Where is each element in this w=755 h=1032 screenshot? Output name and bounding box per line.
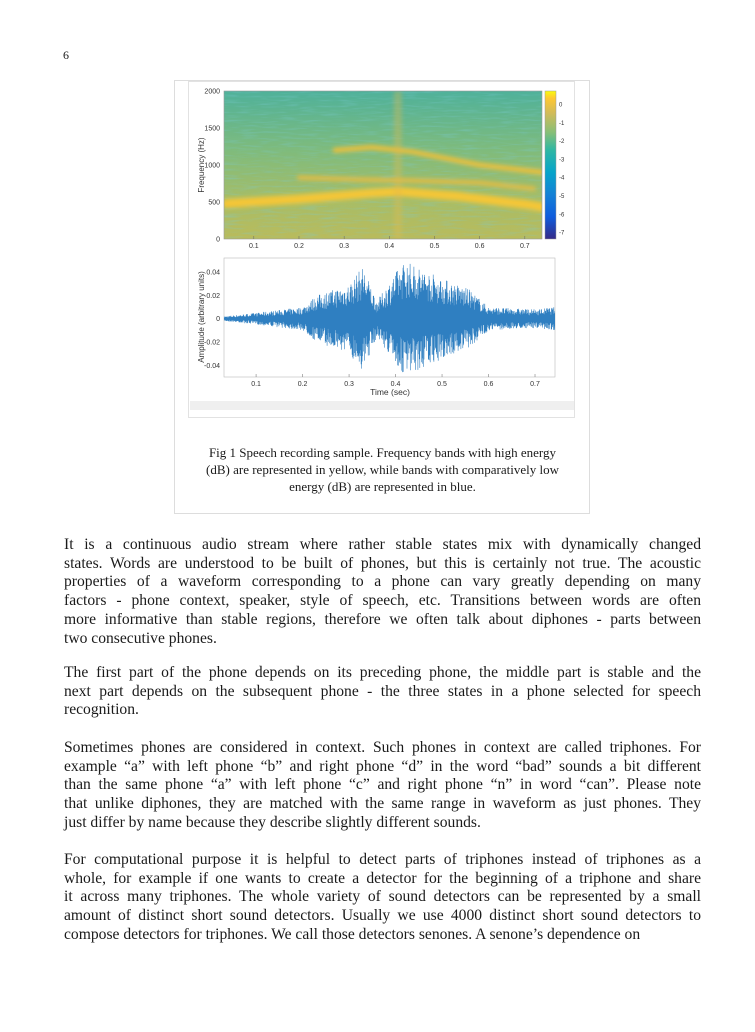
text-line: that unlike diphones, they are matched with the same range in waveform as just phones. They bbox=[64, 795, 701, 813]
x-tick-label: 0.2 bbox=[294, 243, 304, 250]
waveform-plot bbox=[197, 258, 555, 397]
x-tick-label: 0.2 bbox=[297, 381, 308, 388]
spectrogram-plot bbox=[197, 89, 565, 251]
text-line: factors - phone context, speaker, style of speech, etc. Transitions between words are often bbox=[64, 592, 701, 610]
text-line: recognition. bbox=[64, 701, 139, 719]
colorbar-tick-label: -2 bbox=[559, 139, 565, 146]
x-tick-label: 0.7 bbox=[519, 243, 530, 250]
y-tick-label: 0 bbox=[216, 236, 220, 244]
text-line: than the same phone “a” with left phone “c” and right phone “n” in word “can”. Please note bbox=[64, 776, 701, 794]
text-line: example “a” with left phone “b” and right phone “d” in the word “bad” sounds a bit different bbox=[64, 757, 701, 775]
figure-plots bbox=[0, 0, 755, 420]
text-line: The first part of the phone depends on its preceding phone, the middle part is stable and the bbox=[64, 664, 701, 681]
text-line: compose detectors for triphones. We call those detectors senones. A senone’s dependence on bbox=[64, 925, 641, 943]
text-line: more informative than stable regions, therefore we often talk about diphones - parts between bbox=[64, 610, 701, 628]
text-line: For computational purpose it is helpful to detect parts of triphones instead of triphones as a bbox=[64, 851, 701, 868]
y-tick-label: 1500 bbox=[204, 125, 220, 133]
paragraph-2 bbox=[64, 664, 701, 720]
x-tick-label: 0.1 bbox=[251, 381, 261, 388]
caption-line: (dB) are represented in yellow, while bands with comparatively low bbox=[206, 462, 559, 477]
text-line: It is a continuous audio stream where rather stable states mix with dynamically changed bbox=[64, 536, 701, 553]
text-line: amount of distinct short sound detectors. Usually we use 4000 distinct short sound detectors to bbox=[64, 907, 701, 925]
y-tick-label: 500 bbox=[208, 199, 220, 207]
waveform-xlabel: Time (sec) bbox=[370, 387, 410, 397]
x-tick-label: 0.6 bbox=[474, 243, 485, 250]
x-tick-label: 0.5 bbox=[429, 243, 440, 250]
text-line: states. Words are understood to be built of phones, but this is certainly not true. The acoustic bbox=[64, 554, 701, 572]
energy-burst bbox=[394, 91, 402, 239]
page-number: 6 bbox=[63, 48, 69, 62]
y-tick-label: 0 bbox=[216, 316, 220, 324]
colorbar-tick-label: -4 bbox=[559, 175, 565, 182]
y-tick-label: 0.02 bbox=[206, 292, 220, 300]
colorbar-tick-label: -5 bbox=[559, 194, 565, 200]
x-tick-label: 0.3 bbox=[339, 243, 350, 250]
paragraph-3 bbox=[64, 739, 701, 833]
x-tick-label: 0.7 bbox=[530, 381, 540, 388]
x-tick-label: 0.4 bbox=[390, 381, 401, 388]
x-tick-label: 0.3 bbox=[344, 381, 354, 388]
colorbar-tick-label: -7 bbox=[559, 230, 565, 237]
spectrogram-ylabel: Frequency (Hz) bbox=[197, 137, 206, 193]
figure-caption bbox=[190, 444, 575, 495]
y-tick-label: -0.02 bbox=[204, 339, 220, 347]
colorbar-tick-label: -6 bbox=[559, 212, 565, 219]
colorbar-tick-label: -3 bbox=[559, 157, 565, 164]
x-tick-label: 0.6 bbox=[483, 381, 494, 388]
x-tick-label: 0.1 bbox=[248, 243, 259, 250]
text-line: Sometimes phones are considered in context. Such phones in context are called triphones. For bbox=[64, 739, 701, 756]
x-tick-label: 0.5 bbox=[437, 381, 447, 388]
text-line: properties of a waveform corresponding to a phone can vary greatly depending on many bbox=[64, 573, 701, 591]
text-line: next part depends on the subsequent phone - the three states in a phone selected for speech bbox=[64, 682, 701, 700]
colorbar-tick-label: -1 bbox=[559, 120, 565, 127]
paragraph-1 bbox=[64, 536, 701, 648]
caption-line: energy (dB) are represented in blue. bbox=[289, 479, 476, 494]
y-tick-label: 0.04 bbox=[206, 269, 220, 277]
colorbar bbox=[545, 91, 556, 239]
caption-line: Fig 1 Speech recording sample. Frequency bands with high energy bbox=[208, 445, 557, 460]
text-line: whole, for example if one wants to create a detector for the beginning of a triphone and share bbox=[64, 869, 701, 887]
colorbar-tick-label: 0 bbox=[559, 102, 563, 109]
text-line: it across many triphones. The whole variety of sound detectors can be represented by a small bbox=[64, 888, 701, 906]
x-tick-label: 0.4 bbox=[384, 243, 395, 250]
y-tick-label: -0.04 bbox=[204, 362, 220, 370]
text-line: two consecutive phones. bbox=[64, 629, 217, 647]
text-line: just differ by name because they describe slightly different sounds. bbox=[64, 813, 481, 831]
y-tick-label: 2000 bbox=[204, 88, 220, 96]
paragraph-4 bbox=[64, 851, 701, 945]
waveform-ylabel: Amplitude (arbitrary units) bbox=[197, 271, 206, 363]
y-tick-label: 1000 bbox=[204, 162, 220, 170]
